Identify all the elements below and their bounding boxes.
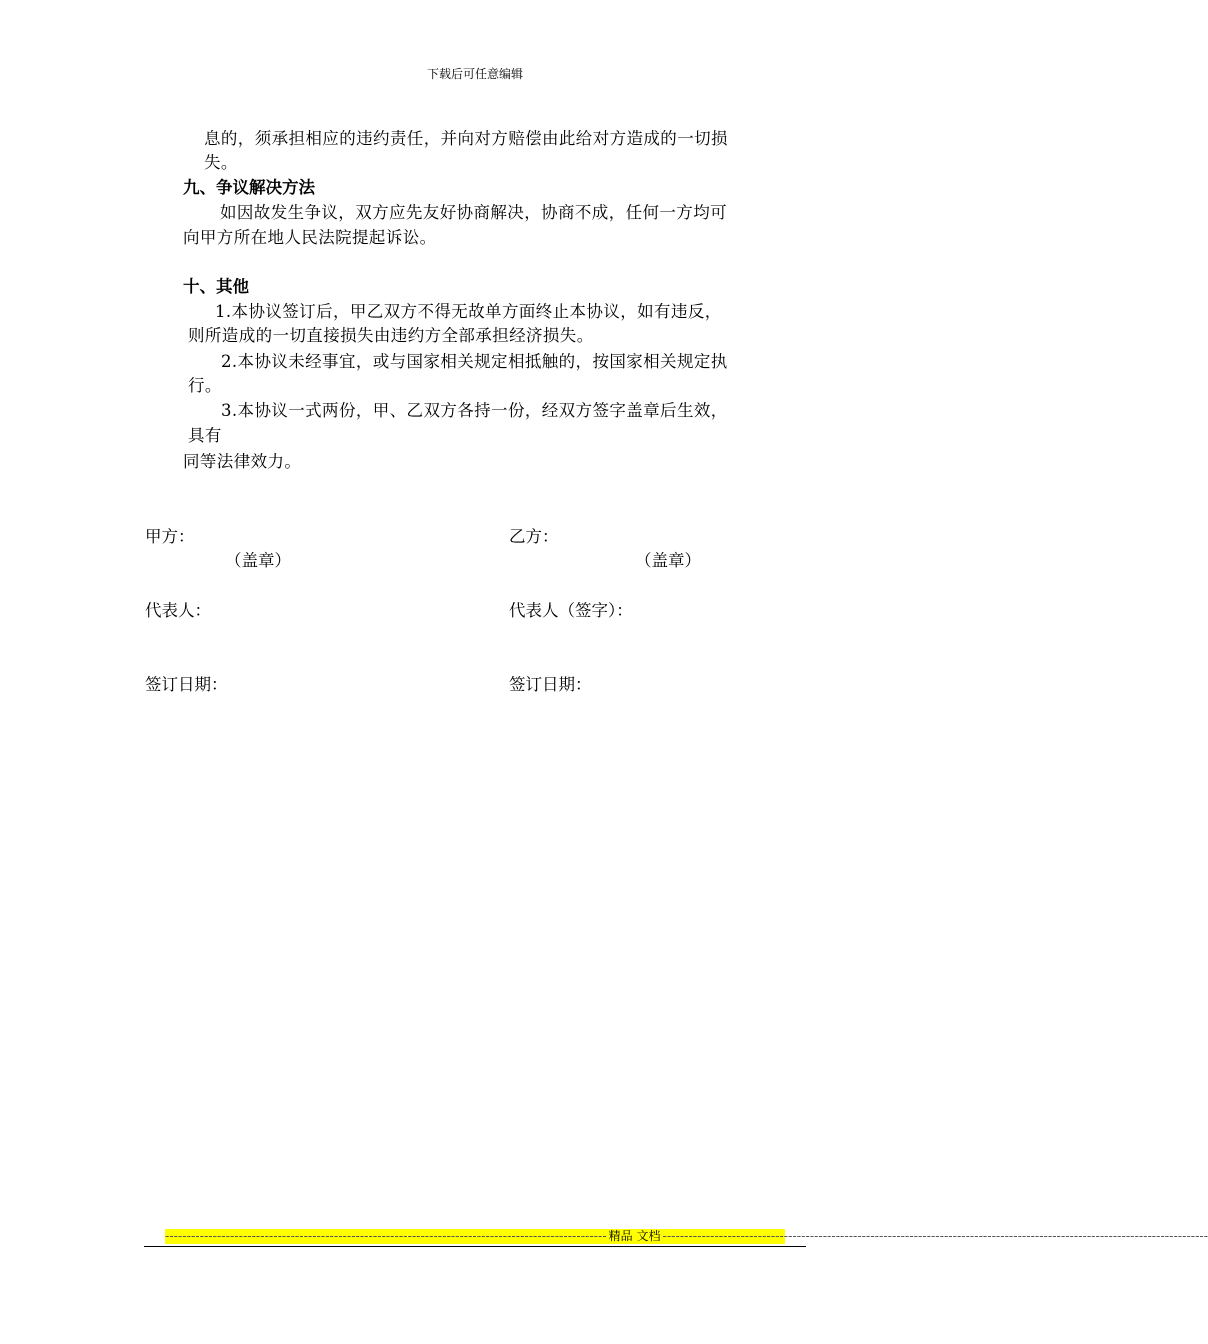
party-a-seal: （盖章） [225, 551, 291, 570]
paragraph-line: 同等法律效力。 [183, 452, 302, 471]
party-b-representative: 代表人（签字）： [509, 601, 633, 620]
paragraph-line: 具有 [188, 426, 222, 445]
footer-watermark-band [165, 1229, 1208, 1244]
party-b-label: 乙方： [509, 527, 559, 546]
party-b-seal: （盖章） [635, 551, 701, 570]
paragraph-line: 则所造成的一切直接损失由违约方全部承担经济损失。 [188, 326, 594, 345]
footer-dash-left: ------------------------------------------------------------------------------------------------------ [165, 1229, 607, 1243]
paragraph-line: 行。 [188, 376, 222, 395]
section-heading: 十、其他 [183, 277, 249, 296]
party-a-sign-date: 签订日期： [145, 675, 228, 694]
paragraph-line: 失。 [204, 153, 238, 172]
paragraph-line: 如因故发生争议，双方应先友好协商解决，协商不成，任何一方均可 [220, 203, 727, 222]
footer-rule [144, 1246, 806, 1247]
section-heading: 九、争议解决方法 [183, 178, 315, 197]
party-a-representative: 代表人： [145, 601, 211, 620]
party-a-label: 甲方： [145, 527, 195, 546]
footer-label: 精品 文档 [608, 1229, 661, 1243]
paragraph-line: 向甲方所在地人民法院提起诉讼。 [183, 228, 437, 247]
paragraph-line: 息的，须承担相应的违约责任，并向对方赔偿由此给对方造成的一切损 [204, 129, 728, 148]
footer-dash-right: ------------------------------------------------------------------------------------------------------------------------------ [662, 1229, 1208, 1243]
paragraph-line: 2.本协议未经事宜，或与国家相关规定相抵触的，按国家相关规定执 [221, 352, 728, 371]
header-note: 下载后可任意编辑 [426, 67, 523, 81]
party-b-sign-date: 签订日期： [509, 675, 592, 694]
paragraph-line: 3.本协议一式两份，甲、乙双方各持一份，经双方签字盖章后生效， [221, 401, 728, 420]
paragraph-line: 1.本协议签订后，甲乙双方不得无故单方面终止本协议，如有违反， [215, 302, 722, 321]
